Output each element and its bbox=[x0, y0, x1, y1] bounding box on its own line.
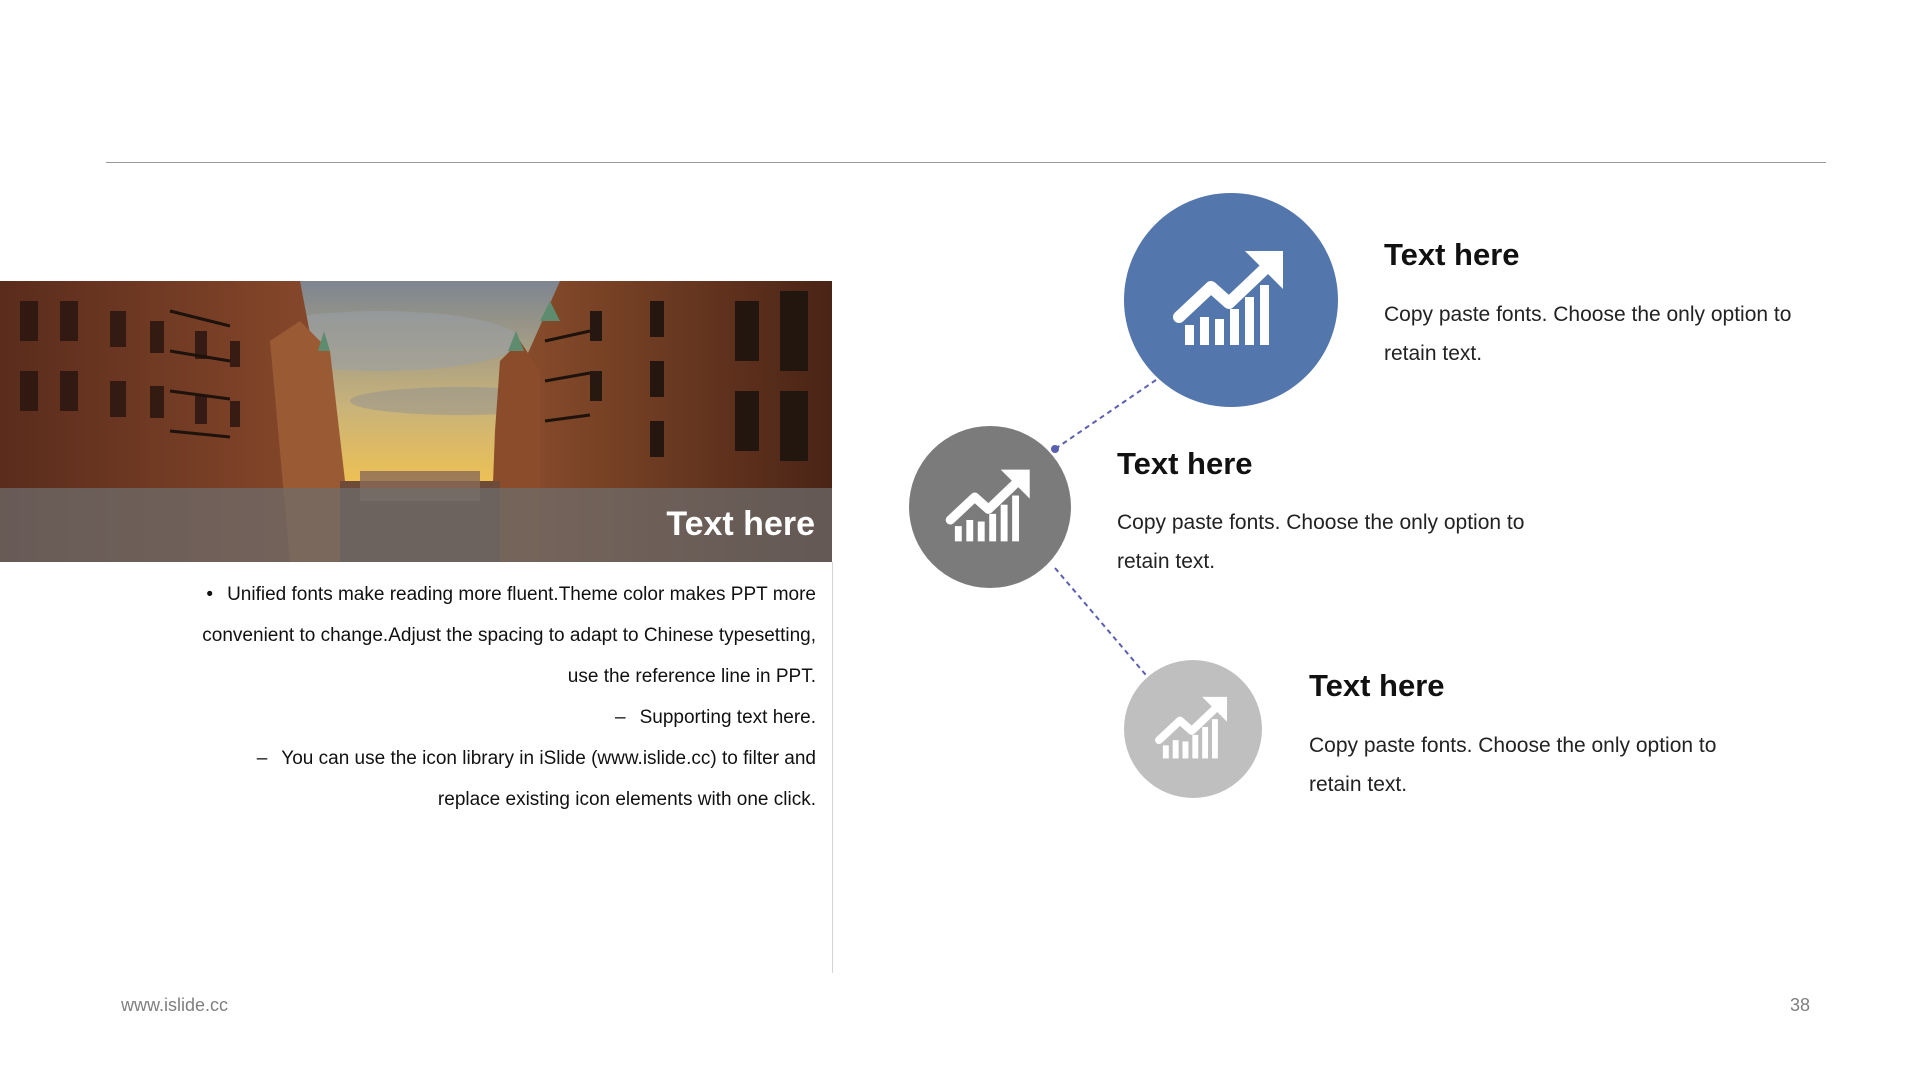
connector-line-bottom bbox=[1055, 568, 1151, 681]
footer-url: www.islide.cc bbox=[121, 995, 229, 1015]
item-1-body bbox=[1384, 295, 1791, 373]
bullet-text: Unified fonts make reading more fluent.Theme color makes PPT more bbox=[227, 584, 816, 605]
item-circle-2 bbox=[909, 426, 1071, 588]
item-2-body-line: Copy paste fonts. Choose the only option to bbox=[1117, 511, 1525, 534]
item-circle-3 bbox=[1124, 660, 1262, 798]
growth-chart-icon bbox=[944, 465, 1036, 549]
photo-caption: Text here bbox=[666, 505, 815, 543]
item-3-body-line: retain text. bbox=[1309, 773, 1408, 796]
item-2-body-line: retain text. bbox=[1117, 550, 1216, 573]
dash-mark: – bbox=[256, 748, 268, 769]
item-3-title: Text here bbox=[1309, 668, 1445, 703]
connector-line-top bbox=[1055, 380, 1156, 449]
item-1-body-line: Copy paste fonts. Choose the only option to bbox=[1384, 303, 1792, 326]
bullet-line: use the reference line in PPT. bbox=[567, 666, 816, 687]
item-circle-1 bbox=[1124, 193, 1338, 407]
dash-mark: – bbox=[615, 707, 626, 728]
bullet-line: convenient to change.Adjust the spacing to adapt to Chinese typesetting, bbox=[202, 625, 816, 646]
item-3-body bbox=[1309, 726, 1716, 804]
connector-dot-top bbox=[1051, 445, 1059, 453]
item-1-title: Text here bbox=[1384, 237, 1520, 272]
sub-bullet-text: Supporting text here. bbox=[639, 707, 816, 728]
item-1-body-line: retain text. bbox=[1384, 342, 1483, 365]
page-number: 38 bbox=[1789, 995, 1810, 1015]
sub-bullet-line: replace existing icon elements with one click. bbox=[437, 789, 816, 810]
bullet-mark: • bbox=[206, 584, 214, 605]
sub-bullet-text: You can use the icon library in iSlide (www.islide.cc) to filter and bbox=[281, 748, 816, 769]
item-3-body-line: Copy paste fonts. Choose the only option to bbox=[1309, 734, 1717, 757]
growth-chart-icon bbox=[1153, 693, 1233, 765]
item-2-body bbox=[1117, 503, 1524, 581]
growth-chart-icon bbox=[1171, 245, 1291, 355]
item-2-title: Text here bbox=[1117, 446, 1253, 481]
